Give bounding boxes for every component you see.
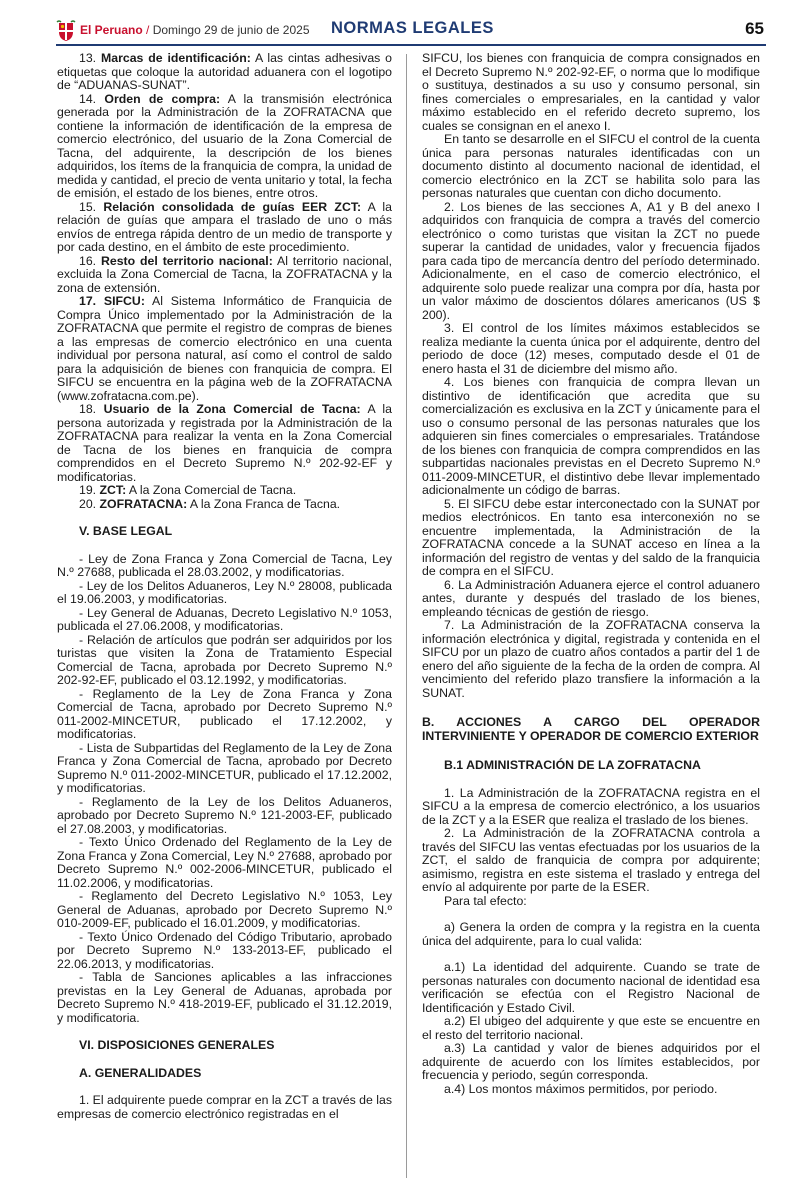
list-item: a.1) La identidad del adquirente. Cuando se trate de personas naturales con documento nacional de identidad esa verificación se efectúa con el Registro Nacional de Identificación y Estado Civil.: [422, 960, 760, 1015]
paragraph: 6. La Administración Aduanera ejerce el control aduanero antes, durante y después del traslado de los bienes, empleando técnicas de gestión de riesgo.: [422, 577, 760, 619]
paragraph: 4. Los bienes con franquicia de compra llevan un distintivo de identificación que acredita que su comercialización es exclusiva en la ZCT y únicamente para el uso o consumo personal de las personas naturales que los adquieren sin fines comerciales o empresariales. Tratándose de los bienes con franquicia de compra comprendidos en las subpartidas nacionales previstas en el Decreto Supremo N.º 011-2009-MINCETUR, el distintivo debe llevar implementado adicionalmente un código de barras.: [422, 375, 760, 497]
base-legal-heading: V. BASE LEGAL: [79, 524, 173, 538]
list-item: a) Genera la orden de compra y la registra en la cuenta única del adquirente, para lo cual valida:: [422, 920, 760, 948]
paragraph: En tanto se desarrolle en el SIFCU el control de la cuenta única para personas naturales identificadas con un documento distinto al documento nacional de identidad, el comercio electrónico en la ZCT se habilita solo para las personas naturales que cuentan con dicho documento.: [422, 132, 760, 200]
legal-basis-item: - Ley de los Delitos Aduaneros, Ley N.º 28008, publicada el 19.06.2003, y modificatorias.: [57, 578, 392, 606]
legal-basis-item: - Texto Único Ordenado del Código Tributario, aprobado por Decreto Supremo N.º 133-2013-EF, publicado el 22.06.2013, y modificatorias.: [57, 929, 392, 971]
legal-basis-item: - Reglamento de la Ley de los Delitos Aduaneros, aprobado por Decreto Supremo N.º 121-2003-EF, publicado el 27.08.2003, y modificatorias.: [57, 794, 392, 836]
legal-basis-item: - Texto Único Ordenado del Reglamento de la Ley de Zona Franca y Zona Comercial, Ley N.º 27688, aprobado por Decreto Supremo N.º 002-2006-MINCETUR, publicado el 11.02.2006, y modificatorias.: [57, 835, 392, 890]
paragraph: SIFCU, los bienes con franquicia de compra consignados en el Decreto Supremo N.º 202-92-EF, o norma que lo modifique o sustituya, destinados a su uso y consumo personal, sin fines comerciales o empresariales, en la cantidad y valor máximo establecido en el referido decreto supremo, los cuales se consignan en el anexo I.: [422, 51, 760, 133]
section-title: NORMAS LEGALES: [331, 19, 494, 37]
left-column: [57, 52, 392, 1121]
paragraph: 2. La Administración de la ZOFRATACNA controla a través del SIFCU las ventas efectuadas por los usuarios de la ZCT, el saldo de franquicia de compra por adquirente; asimismo, registra en este sistema el traslado y entrega del envío al adquirente por parte de la ESER.: [422, 826, 760, 894]
publication-line: [80, 23, 310, 37]
definition-item: 15. Relación consolidada de guías EER ZCT: A la relación de guías que ampara el traslado de uno o más envíos de entrega rápida dentro de un medio de transporte y por cada destino, en el ámbito de este procedimiento.: [57, 199, 392, 254]
definition-item: 17. SIFCU: Al Sistema Informático de Franquicia de Compra Único implementado por la Administración de la ZOFRATACNA que permite el registro de compras de bienes a las empresas de comercio electrónico en una cuenta individual por persona natural, así como el control de saldo para la adquisición de bienes con franquicia de compra. El SIFCU se encuentra en la página web de la ZOFRATACNA (www.zofratacna.com.pe).: [57, 294, 392, 403]
paragraph: 1. La Administración de la ZOFRATACNA registra en el SIFCU a la empresa de comercio electrónico, a los usuarios de la ZCT y a la ESER que realiza el traslado de los bienes.: [422, 785, 760, 827]
definition-item: 16. Resto del territorio nacional: Al territorio nacional, excluida la Zona Comercial de Tacna, la ZOFRATACNA y la zona de extensión.: [57, 253, 393, 295]
section-b-heading: B. ACCIONES A CARGO DEL OPERADOR INTERVINIENTE Y OPERADOR DE COMERCIO EXTERIOR: [422, 715, 760, 743]
publication-name: El Peruano: [80, 23, 143, 37]
page-header: [56, 18, 764, 44]
definition-item: 19. ZCT: A la Zona Comercial de Tacna.: [79, 483, 297, 497]
paragraph: 2. Los bienes de las secciones A, A1 y B del anexo I adquiridos con franquicia de compra a través del comercio electrónico o como turistas que visitan la ZCT no puede superar la cantidad de unidades, valor y frecuencia fijados para cada tipo de mercancía dentro del período determinado. Adicionalmente, en el caso de comercio electrónico, el adquirente solo puede realizar una compra por día, hasta por un valor máximo de doscientos dólares americanos (US $ 200).: [422, 199, 760, 322]
paragraph: Para tal efecto:: [444, 893, 527, 908]
list-item: a.3) La cantidad y valor de bienes adquiridos por el adquirente de acuerdo con los límites establecidos, por frecuencia y periodo, según corresponda.: [422, 1041, 760, 1082]
legal-basis-item: - Relación de artículos que podrán ser adquiridos por los turistas que visiten la Zona de Tratamiento Especial Comercial de Tacna, aprobada por Decreto Supremo N.º 202-92-EF, publicado el 03.12.1992, y modificatorias.: [57, 632, 392, 687]
definition-item: 18. Usuario de la Zona Comercial de Tacna: A la persona autorizada y registrada por la Administración de la ZOFRATACNA para realizar la venta en la Zona Comercial de Tacna de los bienes en franquicia de compra comprendidos en el Decreto Supremo N.º 202-92-EF y modificatorias.: [57, 402, 392, 484]
list-item: a.2) El ubigeo del adquirente y que este se encuentre en el resto del territorio nacional.: [422, 1014, 760, 1042]
definition-item: 14. Orden de compra: A la transmisión electrónica generada por la Administración de la ZOFRATACNA que contiene la información de identificación de la empresa de comercio electrónico, del usuario de la Zona Comercial de Tacna, del adquirente, la descripción de los bienes adquiridos, los ítems de la franquicia de compra, la unidad de medida y cantidad, el precio de venta unitario y total, la fecha de emisión, el estado de los bienes, entre otros.: [57, 91, 392, 200]
generalities-heading: A. GENERALIDADES: [79, 1065, 202, 1080]
page-number: 65: [745, 19, 764, 38]
list-item: a.4) Los montos máximos permitidos, por periodo.: [444, 1081, 718, 1096]
header-rule: [56, 44, 766, 46]
legal-basis-item: - Tabla de Sanciones aplicables a las infracciones previstas en la Ley General de Aduanas, aprobada por Decreto Supremo N.º 418-2019-EF, publicado el 31.12.2019, y modificatoria.: [57, 970, 392, 1025]
definition-item: 13. Marcas de identificación: A las cintas adhesivas o etiquetas que coloque la autoridad aduanera con el logotipo de “ADUANAS-SUNAT”.: [57, 51, 393, 92]
paragraph: 7. La Administración de la ZOFRATACNA conserva la información electrónica y digital, registrada y contenida en el SIFCU por un plazo de cuatro años contados a partir del 1 de enero del año siguiente de la fecha de la orden de compra. Al vencimiento del referido plazo transfiere la información a la SUNAT.: [422, 618, 760, 700]
paragraph: 1. El adquirente puede comprar en la ZCT a través de las empresas de comercio electrónico registradas en el: [57, 1093, 392, 1121]
legal-basis-item: - Lista de Subpartidas del Reglamento de la Ley de Zona Franca y Zona Comercial de Tacna, aprobado por Decreto Supremo N.º 011-2002-MINCETUR, publicado el 17.12.2002, y modificatorias.: [57, 740, 392, 795]
legal-basis-item: - Ley General de Aduanas, Decreto Legislativo N.º 1053, publicada el 27.06.2008, y modificatorias.: [57, 605, 392, 633]
paragraph: 5. El SIFCU debe estar interconectado con la SUNAT por medios electrónicos. En tanto esa interconexión no se encuentre implementada, la Administración de la ZOFRATACNA concede a la SUNAT acceso en línea a la información del registro de ventas y del saldo de la franquicia de compra en el SIFCU.: [422, 496, 760, 578]
legal-basis-item: - Reglamento del Decreto Legislativo N.º 1053, Ley General de Aduanas, aprobado por Decreto Supremo N.º 010-2009-EF, publicado el 16.01.2009, y modificatorias.: [57, 889, 392, 930]
general-provisions-heading: VI. DISPOSICIONES GENERALES: [79, 1038, 275, 1052]
definition-item: 20. ZOFRATACNA: A la Zona Franca de Tacna.: [79, 496, 341, 511]
header-separator: /: [146, 23, 150, 37]
paragraph: 3. El control de los límites máximos establecidos se realiza mediante la cuenta única por el adquirente, dentro del periodo de doce (12) meses, computado desde el 01 de enero hasta el 31 de diciembre del mismo año.: [422, 321, 760, 376]
legal-basis-item: - Ley de Zona Franca y Zona Comercial de Tacna, Ley N.º 27688, publicada el 28.03.2002, y modificatorias.: [57, 551, 392, 579]
column-divider: [406, 54, 407, 1178]
legal-basis-item: - Reglamento de la Ley de Zona Franca y Zona Comercial de Tacna, aprobado por Decreto Supremo N.º 011-2002-MINCETUR, publicado el 17.12.2002, y modificatorias.: [57, 686, 392, 741]
publication-date: Domingo 29 de junio de 2025: [152, 23, 310, 37]
section-b1-heading: B.1 ADMINISTRACIÓN DE LA ZOFRATACNA: [444, 758, 701, 772]
coat-of-arms-icon: [56, 20, 76, 42]
right-column: [422, 52, 760, 1096]
